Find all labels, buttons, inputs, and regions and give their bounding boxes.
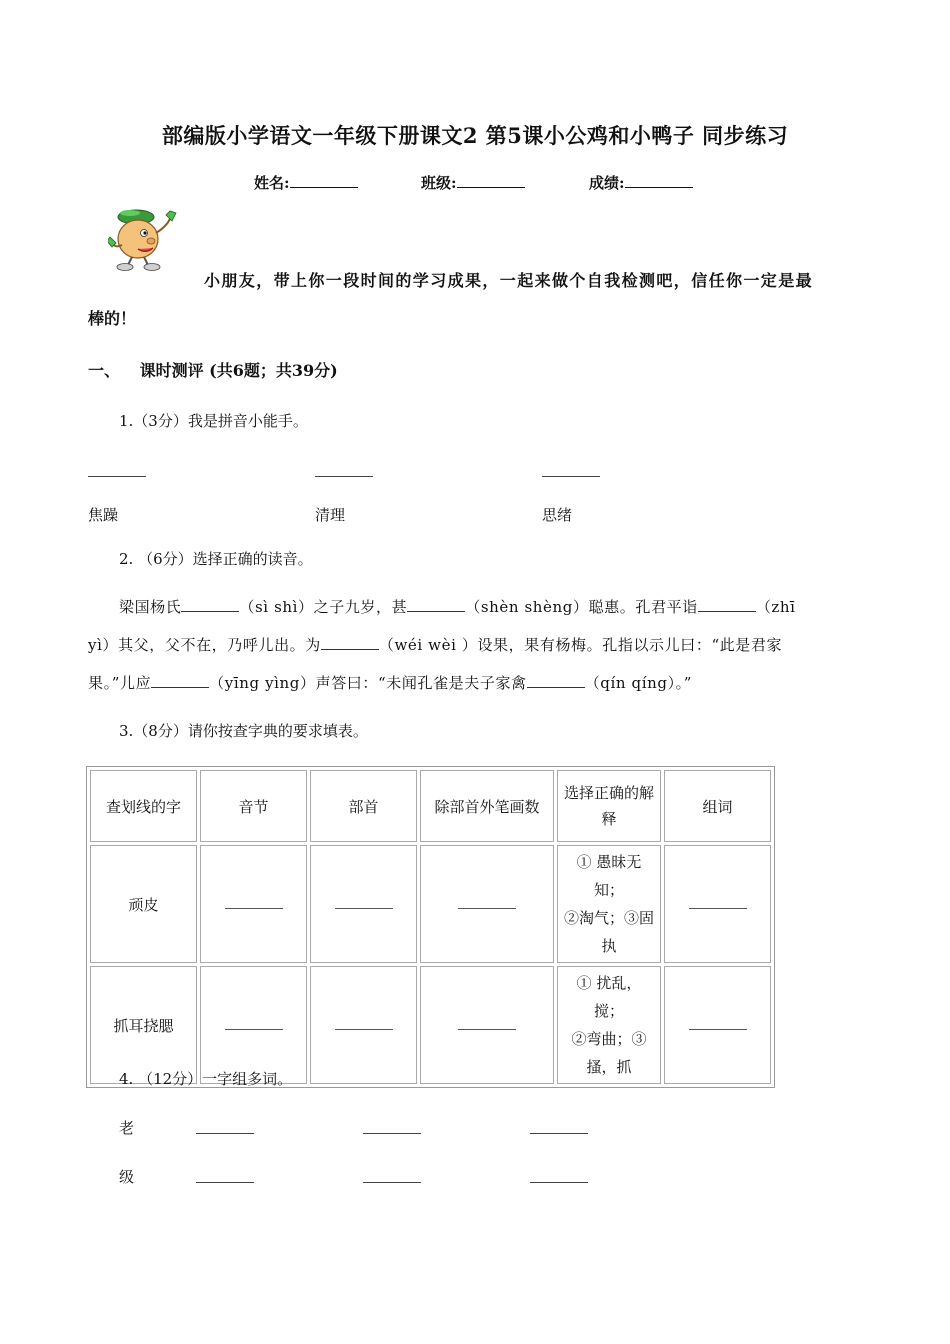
table-cell-blank[interactable] [420,845,554,963]
intro-line-2: 棒的！ [88,309,137,328]
table-cell-blank[interactable] [200,845,307,963]
table-cell-word: 抓耳挠腮 [90,966,197,1084]
q2-text: （zhī [755,598,796,616]
table-cell-blank[interactable] [310,845,417,963]
q2-blank-3[interactable] [698,599,756,612]
name-label: 姓名: [254,174,290,192]
explanation-line: 搔，抓 [586,1058,632,1076]
explanation-line: ① 扰乱，搅； [576,974,642,1020]
q1-word-3: 思绪 [542,506,573,524]
dictionary-table [86,766,775,1088]
question-3-prompt: 3.（8分）请你按查字典的要求填表。 [119,722,368,740]
name-blank[interactable] [290,175,358,188]
table-cell-blank[interactable] [200,966,307,1084]
q4-blank[interactable] [363,1133,421,1134]
q2-text: yì）其父，父不在，乃呼儿出。为 [88,636,321,654]
question-2-prompt: 2. （6分）选择正确的读音。 [119,550,313,568]
q2-blank-1[interactable] [181,599,239,612]
q4-blank[interactable] [363,1182,421,1183]
explanation-line: 执 [601,937,617,955]
explanation-line: ②淘气；③固 [563,909,654,927]
q2-blank-2[interactable] [407,599,465,612]
score-field [589,172,693,193]
intro-line-1: 小朋友，带上你一段时间的学习成果，一起来做个自我检测吧，信任你一定是最 [204,271,814,290]
q1-answer-blank-1[interactable] [88,476,146,477]
page-title: 部编版小学语文一年级下册课文2 第5课小公鸡和小鸭子 同步练习 [161,123,789,148]
table-cell-blank[interactable] [664,966,771,1084]
section-heading [88,358,338,381]
table-header: 除部首外笔画数 [420,770,554,842]
q2-paragraph-line-1 [119,596,796,617]
explanation-line: ① 愚昧无知； [576,853,642,899]
question-4-prompt: 4. （12分）一字组多词。 [119,1070,293,1088]
class-blank[interactable] [457,175,525,188]
table-header: 部首 [310,770,417,842]
table-cell-explanation [557,845,661,963]
q1-word-1: 焦躁 [88,506,119,524]
table-row [90,966,771,1084]
q1-answer-blank-2[interactable] [315,476,373,477]
q2-text: （sì shì）之子九岁，甚 [239,598,408,616]
q2-blank-4[interactable] [321,637,379,650]
q4-blank[interactable] [196,1182,254,1183]
q4-blank[interactable] [530,1182,588,1183]
q2-text: （qín qíng）。” [584,674,693,692]
q2-text: （shèn shèng）聪惠。孔君平诣 [465,598,698,616]
q2-text: （yīng yìng）声答曰：“未闻孔雀是夫子家禽 [209,674,527,692]
name-field [254,172,358,193]
table-row [90,845,771,963]
mascot-illustration [108,205,188,273]
explanation-line: ②弯曲；③ [571,1030,647,1048]
q4-blank[interactable] [530,1133,588,1134]
section-title: 课时测评 (共6题；共39分) [139,361,338,380]
score-label: 成绩: [589,174,625,192]
question-1-prompt: 1.（3分）我是拼音小能手。 [119,412,308,430]
q4-char-2: 级 [119,1168,135,1186]
table-header: 选择正确的解释 [557,770,661,842]
table-cell-explanation [557,966,661,1084]
table-cell-blank[interactable] [310,966,417,1084]
table-header: 音节 [200,770,307,842]
q4-char-1: 老 [119,1119,135,1137]
q1-answer-blank-3[interactable] [542,476,600,477]
q4-blank[interactable] [196,1133,254,1134]
table-cell-blank[interactable] [420,966,554,1084]
table-cell-word: 顽皮 [90,845,197,963]
table-header: 组词 [664,770,771,842]
score-blank[interactable] [625,175,693,188]
class-field [421,172,525,193]
q2-blank-5[interactable] [151,675,209,688]
table-cell-blank[interactable] [664,845,771,963]
q2-paragraph-line-3 [88,672,692,693]
q1-word-2: 清理 [315,506,346,524]
q2-text: 果。”儿应 [88,674,152,692]
q2-blank-6[interactable] [527,675,585,688]
q2-text: 梁国杨氏 [119,598,182,616]
section-number: 一、 [88,361,121,380]
q2-text: （wéi wèi ）设果，果有杨梅。孔指以示儿曰：“此是君家 [378,636,783,654]
q2-paragraph-line-2 [88,634,782,655]
table-header: 查划线的字 [90,770,197,842]
table-header-row [90,770,771,842]
class-label: 班级: [421,174,457,192]
